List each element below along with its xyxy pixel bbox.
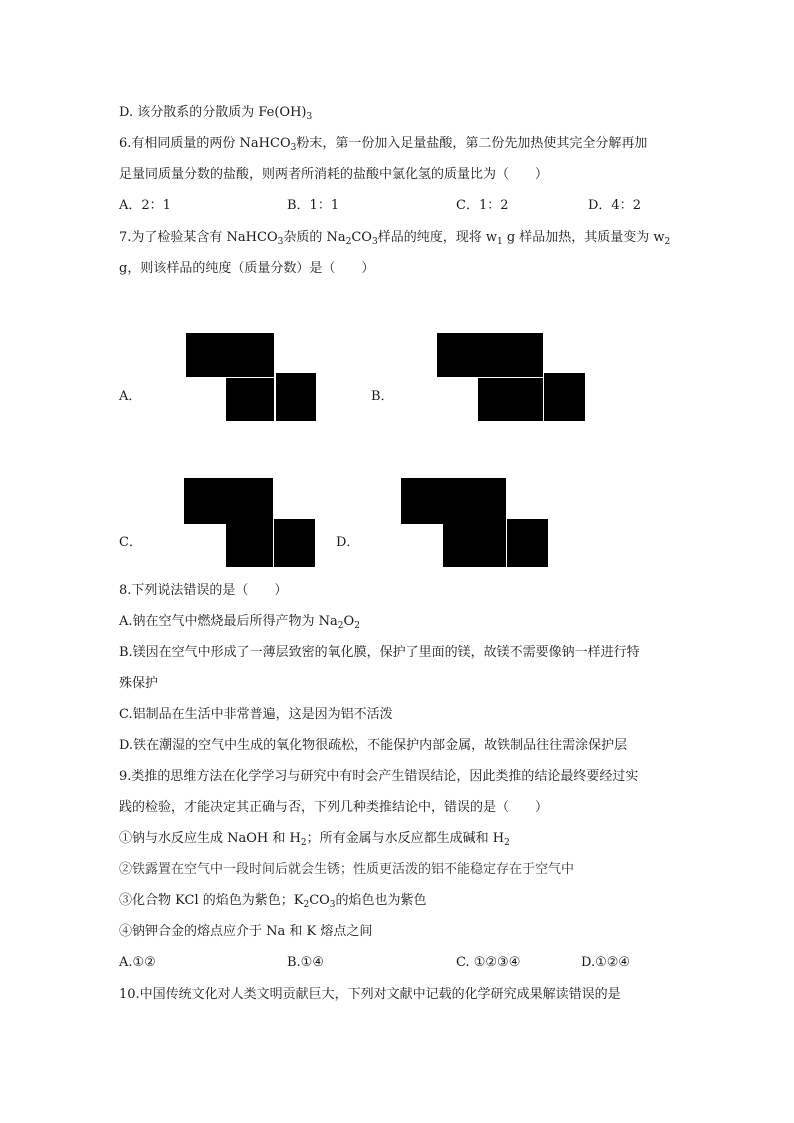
q9-stem-line2: 践的检验，才能决定其正确与否，下列几种类推结论中，错误的是（ ） (119, 800, 549, 815)
formula-block (507, 519, 548, 567)
formula-block (226, 524, 273, 567)
q7-text: g 样品加热，其质量变为 w (502, 230, 665, 245)
q9-s3-text: CO (309, 893, 330, 908)
q6-stem-line1 (119, 135, 647, 153)
q7-stem-line1 (119, 229, 670, 247)
q8-option-d: D.铁在潮湿的空气中生成的氧化物很疏松，不能保护内部金属，故铁制品往往需涂保护层 (119, 738, 628, 753)
q8-option-a (119, 613, 360, 631)
q9-option-a: A.①② (119, 955, 156, 970)
formula-block-numerator (401, 478, 506, 524)
q9-statement-3 (119, 892, 427, 910)
q7-text: CO (351, 230, 372, 245)
formula-block (443, 524, 506, 567)
subscript: 3 (371, 237, 378, 247)
q10-stem-line1: 10.中国传统文化对人类文明贡献巨大，下列对文献中记载的化学研究成果解读错误的是 (119, 987, 621, 1002)
q9-option-c: C. ①②③④ (456, 955, 521, 970)
formula-block (226, 378, 274, 421)
q9-s3-text: ③化合物 KCl 的焰色为紫色；K (119, 893, 304, 908)
formula-block-numerator (437, 333, 543, 377)
q6-text: 粉末，第一份加入足量盐酸，第二份先加热使其完全分解再加 (296, 136, 648, 151)
formula-block (544, 373, 585, 421)
q7-text: 样品的纯度，现将 w (377, 230, 497, 245)
q8-option-b-line1: B.镁因在空气中形成了一薄层致密的氧化膜，保护了里面的镁，故镁不需要像钠一样进行特 (119, 645, 640, 660)
q7-option-d-label: D． (336, 535, 360, 550)
q9-s3-text: 的焰色也为紫色 (335, 893, 427, 908)
subscript: 3 (329, 900, 336, 910)
q9-stem-line1: 9.类推的思维方法在化学学习与研究中有时会产生错误结论，因此类推的结论最终要经过实 (119, 769, 639, 784)
q7-option-a-label: A． (119, 389, 142, 404)
formula-block (276, 373, 316, 421)
q8-option-c: C.铝制品在生活中非常普遍，这是因为铝不活泼 (119, 707, 393, 722)
subscript: 3 (277, 237, 284, 247)
subscript: 2 (345, 237, 352, 247)
q7-text: 7.为了检验某含有 NaHCO (119, 230, 278, 245)
formula-block (274, 519, 315, 567)
subscript: 2 (303, 900, 310, 910)
q7-option-b-label: B． (371, 389, 394, 404)
q5-option-d-text: D. 该分散系的分散质为 Fe(OH) (119, 105, 307, 120)
q8-a-text: A.钠在空气中燃烧最后所得产物为 Na (119, 614, 338, 629)
q9-option-b: B.①④ (287, 955, 324, 970)
formula-block-numerator (184, 478, 273, 524)
q9-statement-1 (119, 830, 510, 848)
q7-option-c-label: C． (119, 535, 142, 550)
q6-option-c: C．1：2 (456, 198, 509, 213)
q7-text: 杂质的 Na (283, 230, 346, 245)
q6-option-a: A．2：1 (119, 198, 171, 213)
q6-option-d: D．4：2 (588, 198, 641, 213)
q8-option-b-line2: 殊保护 (119, 676, 159, 691)
q9-statement-2: ②铁露置在空气中一段时间后就会生锈；性质更活泼的铝不能稳定存在于空气中 (119, 862, 575, 877)
formula-block (478, 378, 543, 421)
subscript: 2 (354, 621, 360, 631)
q7-stem-line2: g，则该样品的纯度（质量分数）是（ ） (119, 261, 375, 276)
q9-s1-text: ①钠与水反应生成 NaOH 和 H (119, 831, 301, 846)
q5-option-d (119, 104, 312, 122)
q9-s1-text: ；所有金属与水反应都生成碱和 H (306, 831, 505, 846)
subscript: 3 (290, 143, 297, 153)
subscript: 2 (337, 621, 344, 631)
q6-stem-line2: 足量同质量分数的盐酸，则两者所消耗的盐酸中氯化氢的质量比为（ ） (119, 167, 549, 182)
q9-statement-4: ④钠钾合金的熔点应介于 Na 和 K 熔点之间 (119, 924, 373, 939)
q8-stem: 8.下列说法错误的是（ ） (119, 583, 288, 598)
q6-text: 6.有相同质量的两份 NaHCO (119, 136, 291, 151)
subscript: 2 (504, 838, 510, 848)
q9-option-d: D.①②④ (581, 955, 631, 970)
subscript: 2 (300, 838, 307, 848)
subscript: 3 (306, 112, 313, 122)
formula-block-numerator (186, 333, 274, 377)
subscript: 2 (664, 237, 671, 247)
subscript: 1 (496, 237, 503, 247)
q6-option-b: B．1：1 (287, 198, 340, 213)
q8-a-text: O (343, 614, 355, 629)
